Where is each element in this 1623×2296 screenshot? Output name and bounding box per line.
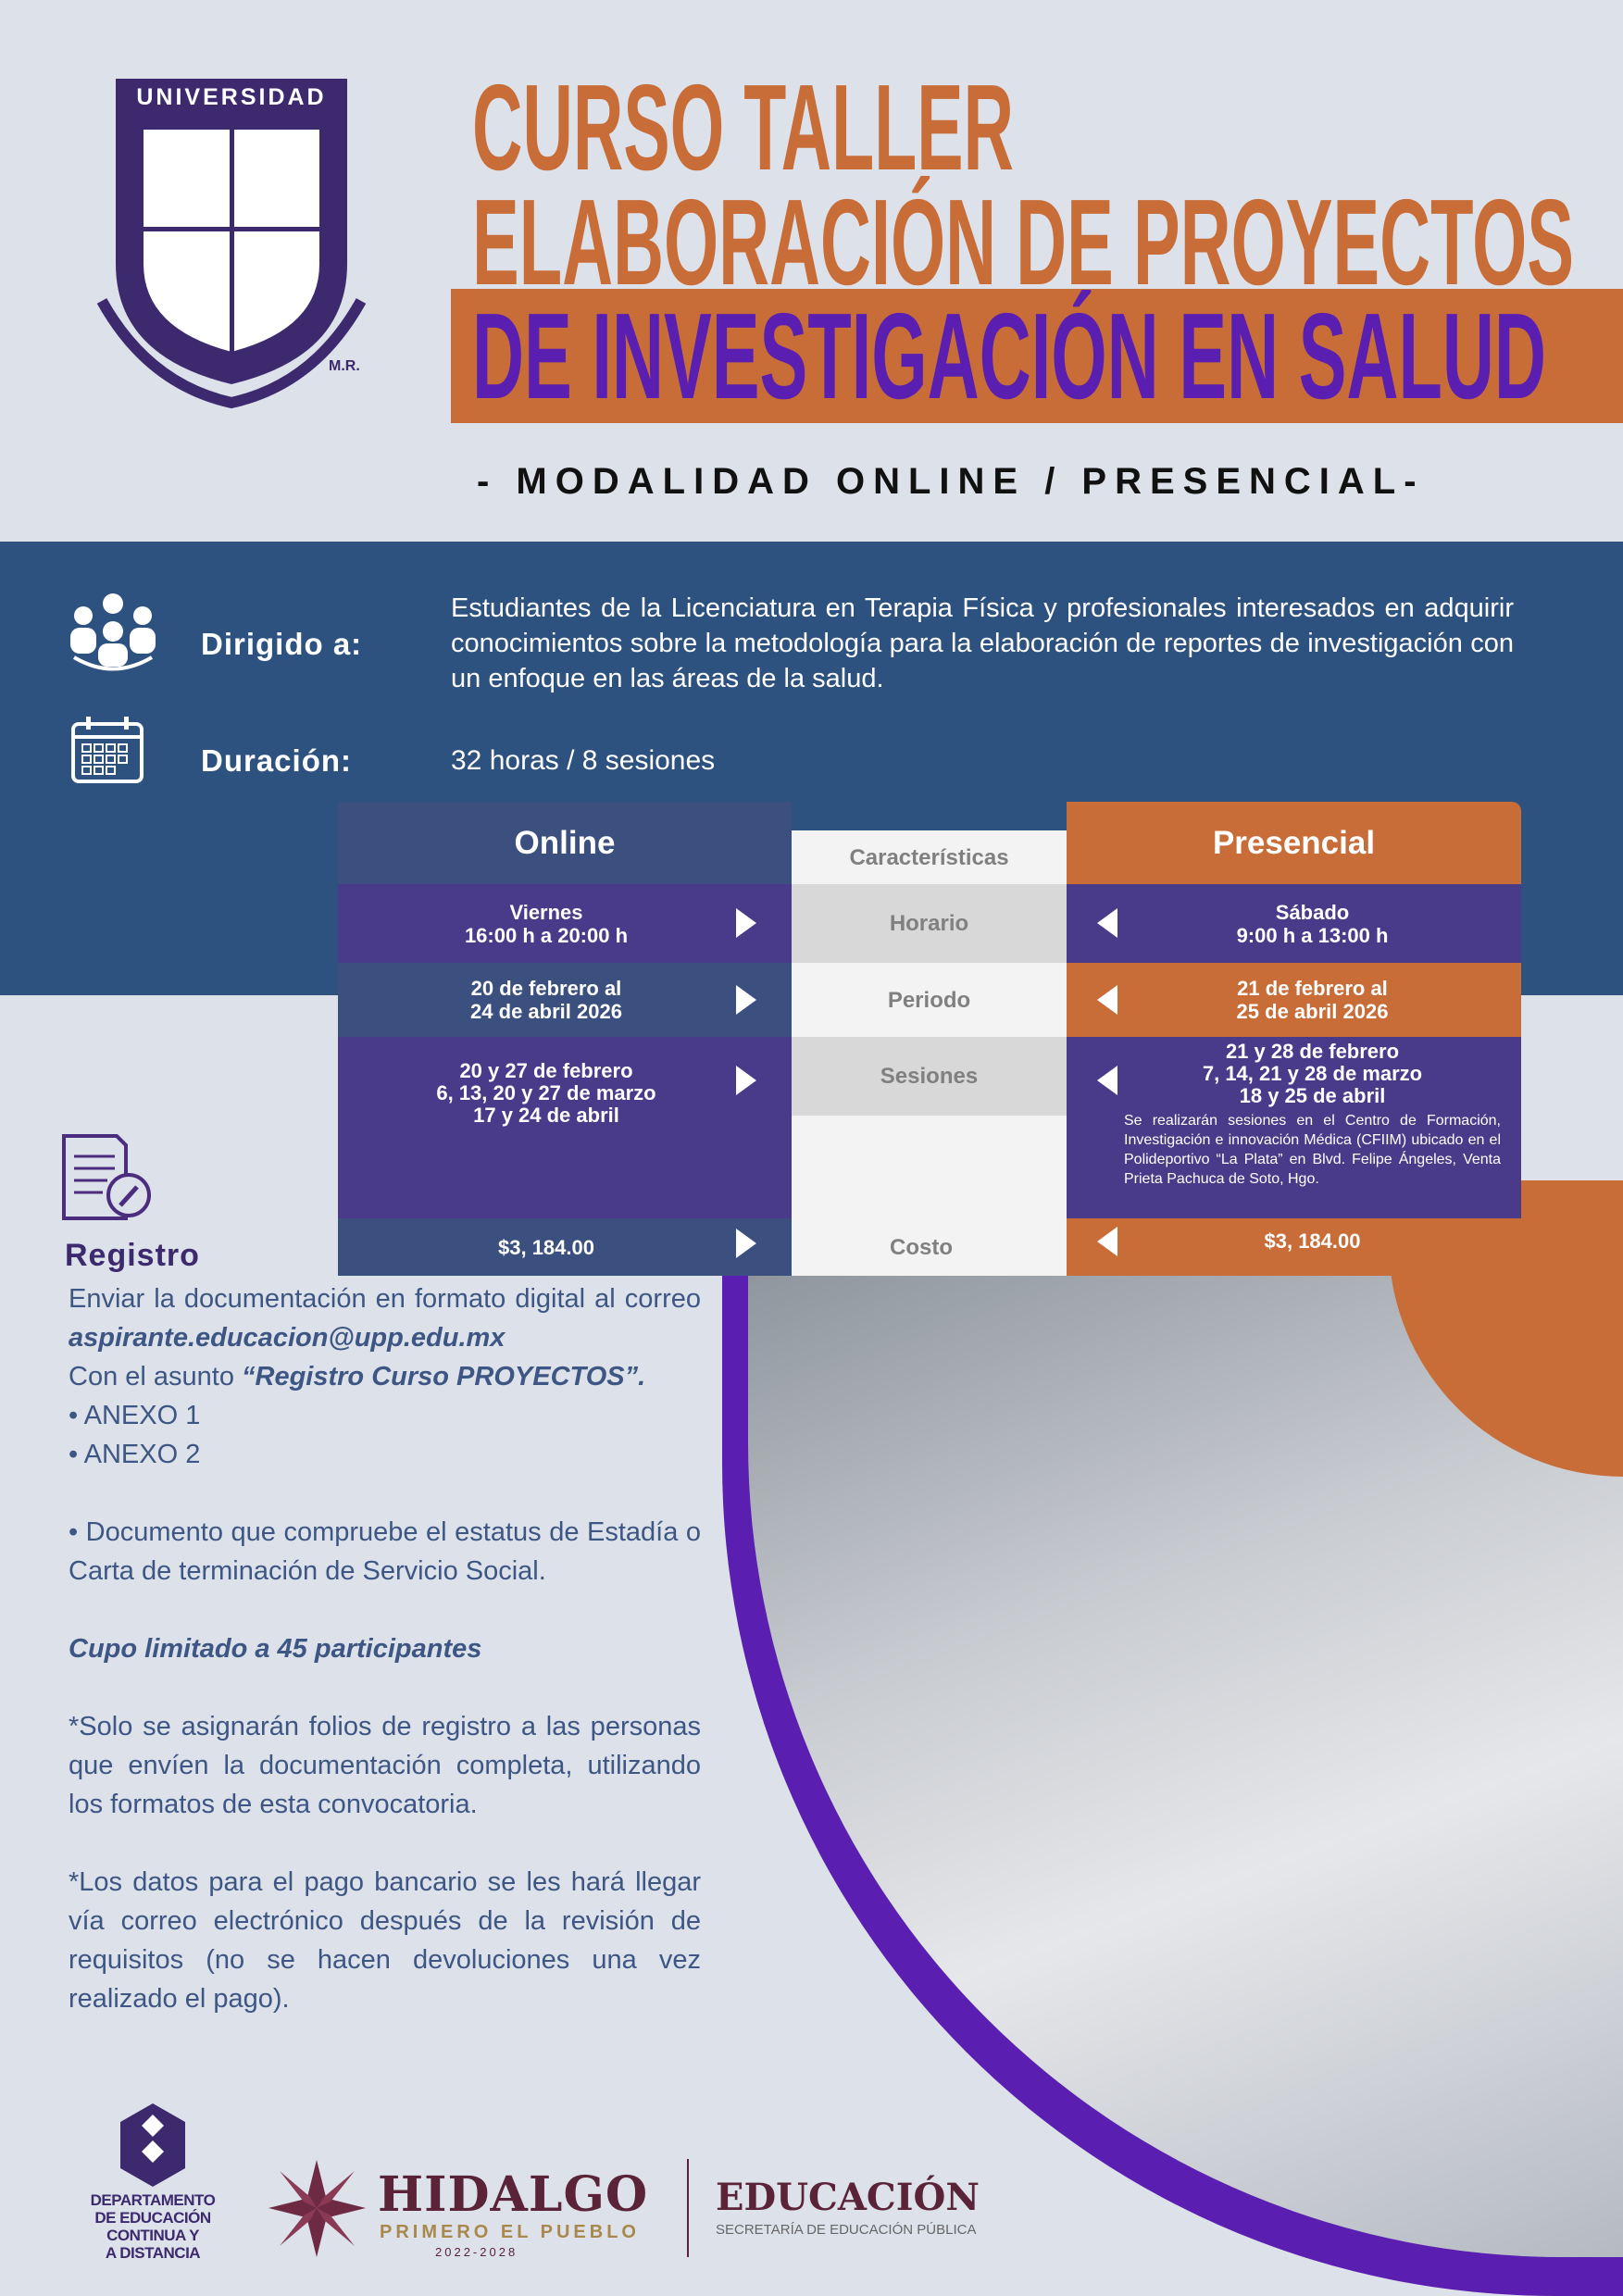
online-header: Online [338, 802, 792, 884]
periodo-label: Periodo [792, 963, 1067, 1037]
arrow-right-icon [736, 1066, 756, 1095]
sesiones-note: Se realizarán sesiones en el Centro de Formación, Investigación e innovación Médica (CFIIM) ubicado en el Polideportivo “La Plata” en Blvd. Felipe Ángeles, Venta Prieta Pachuca de Soto, Hgo. [1124, 1113, 1501, 1187]
caracteristicas-header: Características [792, 830, 1067, 884]
arrow-left-icon [1097, 1227, 1117, 1256]
dirigido-text: Estudiantes de la Licenciatura en Terapia Física y profesionales interesados en adquirir conocimientos sobre la metodología para la elaboración de reportes de investigación con un enfoque en las áreas de la salud. [451, 593, 1514, 693]
arrow-left-icon [1097, 908, 1117, 938]
sesiones-presencial: 21 y 28 de febrero 7, 14, 21 y 28 de marzo 18 y 25 de abril [1202, 1040, 1423, 1107]
sesiones-presencial-cell [1067, 1037, 1521, 1218]
logo-mark: M.R. [329, 358, 360, 374]
presencial-header: Presencial [1067, 802, 1521, 884]
hidalgo-star-icon [268, 2160, 366, 2262]
duracion-label: Duración: [201, 743, 353, 778]
title-line-2: ELABORACIÓN DE PROYECTOS [472, 174, 1574, 310]
anexo-2: • ANEXO 2 [69, 1440, 201, 1469]
dirigido-label: Dirigido a: [201, 627, 363, 661]
sesiones-online: 20 y 27 de febrero 6, 13, 20 y 27 de marzo 17 y 24 de abril [338, 1037, 792, 1218]
registro-subject: “Registro Curso PROYECTOS”. [242, 1362, 646, 1391]
arrow-left-icon [1097, 1066, 1117, 1095]
people-icon [67, 593, 159, 676]
calendar-icon [70, 715, 144, 790]
arrow-right-icon [736, 985, 756, 1015]
periodo-presencial: 21 de febrero al 25 de abril 2026 [1067, 963, 1521, 1037]
costo-online: $3, 184.00 [338, 1218, 792, 1276]
modalidad-subtitle: - MODALIDAD ONLINE / PRESENCIAL- [477, 461, 1425, 502]
sesiones-label: Sesiones [792, 1037, 1067, 1116]
dept-name: DEPARTAMENTO DE EDUCACIÓN CONTINUA Y A DISTANCIA [90, 2191, 216, 2262]
hidalgo-years: 2022-2028 [435, 2245, 518, 2259]
registro-subject-label: Con el asunto [69, 1362, 243, 1391]
costo-label: Costo [890, 1234, 953, 1260]
footer-divider [687, 2159, 689, 2257]
costo-presencial: $3, 184.00 [1067, 1218, 1521, 1276]
pago-nota: *Los datos para el pago bancario se les hará llegar vía correo electrónico después de la revisión de requisitos (no se hacen devoluciones una vez realizado el pago). [69, 1867, 701, 2014]
folios-nota: *Solo se asignarán folios de registro a las personas que envíen la documentación completa, utilizando los formatos de esta convocatoria. [69, 1712, 701, 1819]
registro-email[interactable]: aspirante.educacion@upp.edu.mx [69, 1323, 506, 1353]
duracion-text: 32 horas / 8 sesiones [451, 745, 716, 776]
cupo-limitado: Cupo limitado a 45 participantes [69, 1634, 482, 1664]
horario-presencial: Sábado 9:00 h a 13:00 h [1067, 884, 1521, 963]
title-line-3: DE INVESTIGACIÓN EN SALUD [472, 288, 1546, 424]
educacion-wordmark: EDUCACIÓN [716, 2176, 980, 2219]
title-block [470, 74, 1600, 426]
logo-text: UNIVERSIDAD [136, 84, 327, 110]
anexo-1: • ANEXO 1 [69, 1401, 201, 1430]
university-logo [93, 79, 370, 412]
sep-name: SECRETARÍA DE EDUCACIÓN PÚBLICA [716, 2222, 977, 2238]
document-pen-icon [61, 1133, 154, 1227]
hidalgo-lema: PRIMERO EL PUEBLO [380, 2222, 640, 2242]
registro-heading: Registro [65, 1238, 200, 1273]
registro-instructions: Enviar la documentación en formato digital al correo [69, 1284, 701, 1314]
title-line-1: CURSO TALLER [472, 74, 1014, 195]
arrow-left-icon [1097, 985, 1117, 1015]
dept-logo [74, 2103, 231, 2262]
horario-online: Viernes 16:00 h a 20:00 h [338, 884, 792, 963]
documento-requisito: • Documento que compruebe el estatus de Estadía o Carta de terminación de Servicio Social. [69, 1517, 701, 1586]
periodo-online: 20 de febrero al 24 de abril 2026 [338, 963, 792, 1037]
horario-label: Horario [792, 884, 1067, 963]
registro-text [69, 1279, 701, 2018]
hidalgo-wordmark: HIDALGO [378, 2166, 649, 2223]
arrow-right-icon [736, 908, 756, 938]
arrow-right-icon [736, 1229, 756, 1258]
